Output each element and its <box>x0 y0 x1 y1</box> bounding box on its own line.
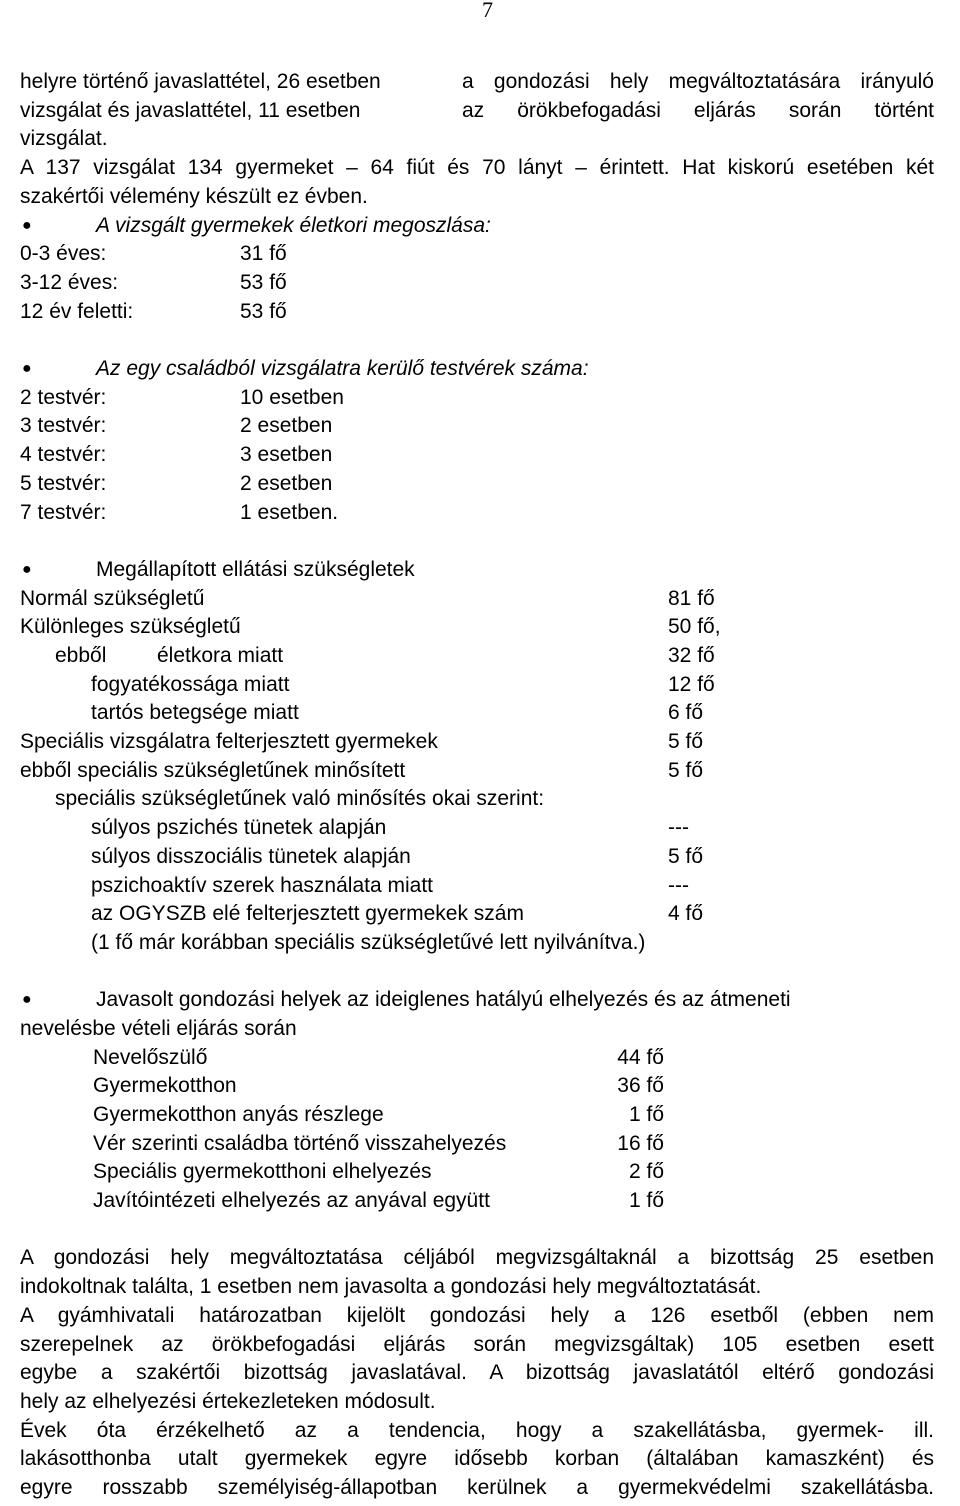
intro-line <box>20 97 934 126</box>
placement-value: 44 fő <box>617 1045 664 1069</box>
siblings-value: 2 esetben <box>240 471 333 495</box>
needs-heading-text: Megállapított ellátási szükségletek <box>96 557 415 581</box>
needs-label: Normál szükségletű <box>20 586 205 610</box>
age-heading <box>20 212 934 241</box>
needs-value: 50 fő, <box>668 615 721 639</box>
placement-row <box>20 1044 934 1073</box>
placement-value: 36 fő <box>617 1074 664 1098</box>
needs-label: ebből speciális szükségletűnek minősített <box>20 758 406 782</box>
age-row <box>20 240 934 269</box>
needs-value: 4 fő <box>668 902 704 926</box>
siblings-label: 5 testvér: <box>20 471 107 495</box>
intro-left-1: helyre történő javaslattétel, 26 esetben <box>20 70 381 93</box>
needs-row <box>20 671 934 700</box>
placement-value: 2 fő <box>628 1160 664 1184</box>
siblings-label: 7 testvér: <box>20 500 107 524</box>
needs-label: Különleges szükségletű <box>20 615 241 639</box>
placement-row <box>20 1158 934 1187</box>
age-value: 53 fő <box>240 270 287 294</box>
age-label: 3-12 éves: <box>20 270 119 294</box>
intro-right-2: az örökbefogadási eljárás során történt <box>462 98 934 122</box>
needs-row <box>20 929 934 958</box>
closing-line: egyre rosszabb személyiség-állapotban kerülnek a gyermekvédelmi szakellátásba. <box>20 1476 934 1500</box>
siblings-heading-text: Az egy családból vizsgálatra kerülő testvérek száma: <box>96 357 589 381</box>
placement-label: Nevelőszülő <box>93 1045 208 1069</box>
placement-label: Vér szerinti családba történő visszahelyezés <box>93 1131 507 1155</box>
siblings-row <box>20 441 934 470</box>
page-number: 7 <box>482 0 493 22</box>
siblings-row <box>20 384 934 413</box>
needs-row <box>20 613 934 642</box>
needs-label: tartós betegsége miatt <box>91 701 299 725</box>
needs-row <box>20 585 934 614</box>
placement-heading-text: Javasolt gondozási helyek az ideiglenes hatályú elhelyezés és az átmeneti <box>96 988 791 1012</box>
needs-label: speciális szükségletűnek való minősítés okai szerint: <box>55 787 545 811</box>
siblings-row <box>20 412 934 441</box>
bullet-icon: ● <box>22 991 32 1009</box>
intro-left-2: vizsgálat és javaslattétel, 11 esetben <box>20 98 361 122</box>
needs-row <box>20 728 934 757</box>
intro-line: A 137 vizsgálat 134 gyermeket – 64 fiút és 70 lányt – érintett. Hat kiskorú esetében két <box>20 156 934 180</box>
needs-heading <box>20 556 934 585</box>
siblings-row <box>20 470 934 499</box>
placement-row <box>20 1072 934 1101</box>
needs-row <box>20 642 934 671</box>
needs-row <box>20 900 934 929</box>
placement-row <box>20 1101 934 1130</box>
needs-value: 32 fő <box>668 644 715 667</box>
needs-label: életkora miatt <box>157 644 284 667</box>
needs-label: súlyos disszociális tünetek alapján <box>91 844 411 868</box>
bullet-icon: ● <box>22 560 32 578</box>
siblings-label: 3 testvér: <box>20 414 107 438</box>
closing-line: Évek óta érzékelhető az a tendencia, hogy a szakellátásba, gyermek- ill. <box>20 1418 934 1442</box>
closing-line: egybe a szakértői bizottság javaslatával. A bizottság javaslatától eltérő gondozási <box>20 1361 934 1385</box>
placement-label: Gyermekotthon anyás részlege <box>93 1103 384 1127</box>
needs-value: 5 fő <box>668 758 704 782</box>
age-heading-text: A vizsgált gyermekek életkori megoszlása: <box>96 213 491 237</box>
age-label: 0-3 éves: <box>20 242 107 266</box>
document-body <box>20 68 934 1503</box>
closing-line: A gyámhivatali határozatban kijelölt gondozási hely a 126 esetből (ebben nem <box>20 1303 934 1327</box>
needs-row <box>20 814 934 843</box>
closing-line: hely az elhelyezési értekezleteken módosult. <box>20 1389 436 1413</box>
age-value: 53 fő <box>240 299 287 323</box>
placement-value: 1 fő <box>628 1189 664 1213</box>
needs-label: súlyos pszichés tünetek alapján <box>91 816 387 840</box>
placement-label: Speciális gyermekotthoni elhelyezés <box>93 1160 432 1184</box>
needs-value: 6 fő <box>668 701 704 725</box>
placement-row <box>20 1187 934 1216</box>
age-row <box>20 269 934 298</box>
siblings-row <box>20 499 934 528</box>
needs-row <box>20 843 934 872</box>
needs-value: 81 fő <box>668 586 715 610</box>
age-label: 12 év feletti: <box>20 299 134 323</box>
needs-row <box>20 699 934 728</box>
needs-row <box>20 757 934 786</box>
intro-line: vizsgálat. <box>20 127 108 151</box>
siblings-heading <box>20 355 934 384</box>
needs-value: 5 fő <box>668 844 704 868</box>
closing-line: indokoltnak találta, 1 esetben nem javasolta a gondozási hely megváltoztatását. <box>20 1275 762 1299</box>
siblings-label: 4 testvér: <box>20 443 107 467</box>
bullet-icon: ● <box>22 360 32 378</box>
needs-value: 12 fő <box>668 672 715 696</box>
siblings-label: 2 testvér: <box>20 385 107 409</box>
needs-label: az OGYSZB elé felterjesztett gyermekek szám <box>91 902 524 926</box>
siblings-value: 1 esetben. <box>240 500 339 524</box>
placement-value: 1 fő <box>628 1103 664 1127</box>
intro-line <box>20 68 934 97</box>
needs-label: fogyatékossága miatt <box>91 672 290 696</box>
siblings-value: 2 esetben <box>240 414 333 438</box>
placement-heading <box>20 986 934 1015</box>
placement-value: 16 fő <box>617 1131 664 1155</box>
needs-label: Speciális vizsgálatra felterjesztett gyermekek <box>20 730 438 754</box>
closing-line: szerepelnek az örökbefogadási eljárás során megvizsgáltak) 105 esetben esett <box>20 1332 934 1356</box>
intro-right-1: a gondozási hely megváltoztatására irányuló <box>462 70 934 93</box>
siblings-value: 3 esetben <box>240 443 333 467</box>
closing-line: A gondozási hely megváltoztatása céljából megvizsgáltaknál a bizottság 25 esetben <box>20 1246 934 1270</box>
needs-value: --- <box>668 816 689 840</box>
intro-line: szakértői vélemény készült ez évben. <box>20 184 368 208</box>
needs-row <box>20 872 934 901</box>
age-value: 31 fő <box>240 242 287 266</box>
needs-value: --- <box>668 873 689 897</box>
age-row <box>20 298 934 327</box>
needs-row <box>20 785 934 814</box>
needs-label: pszichoaktív szerek használata miatt <box>91 873 433 897</box>
siblings-value: 10 esetben <box>240 385 344 409</box>
needs-ebbol: ebből <box>55 644 107 667</box>
closing-line: lakásotthonba utalt gyermekek egyre idősebb korban (általában kamaszként) és <box>20 1447 934 1471</box>
placement-label: Javítóintézeti elhelyezés az anyával együtt <box>93 1189 490 1213</box>
needs-table <box>20 585 934 958</box>
placement-heading-cont: nevelésbe vételi eljárás során <box>20 1016 297 1040</box>
placement-row <box>20 1130 934 1159</box>
placement-table <box>20 1044 934 1216</box>
needs-note: (1 fő már korábban speciális szükségletűvé lett nyilvánítva.) <box>91 930 646 954</box>
placement-label: Gyermekotthon <box>93 1074 237 1098</box>
bullet-icon: ● <box>22 216 32 234</box>
needs-value: 5 fő <box>668 730 704 754</box>
